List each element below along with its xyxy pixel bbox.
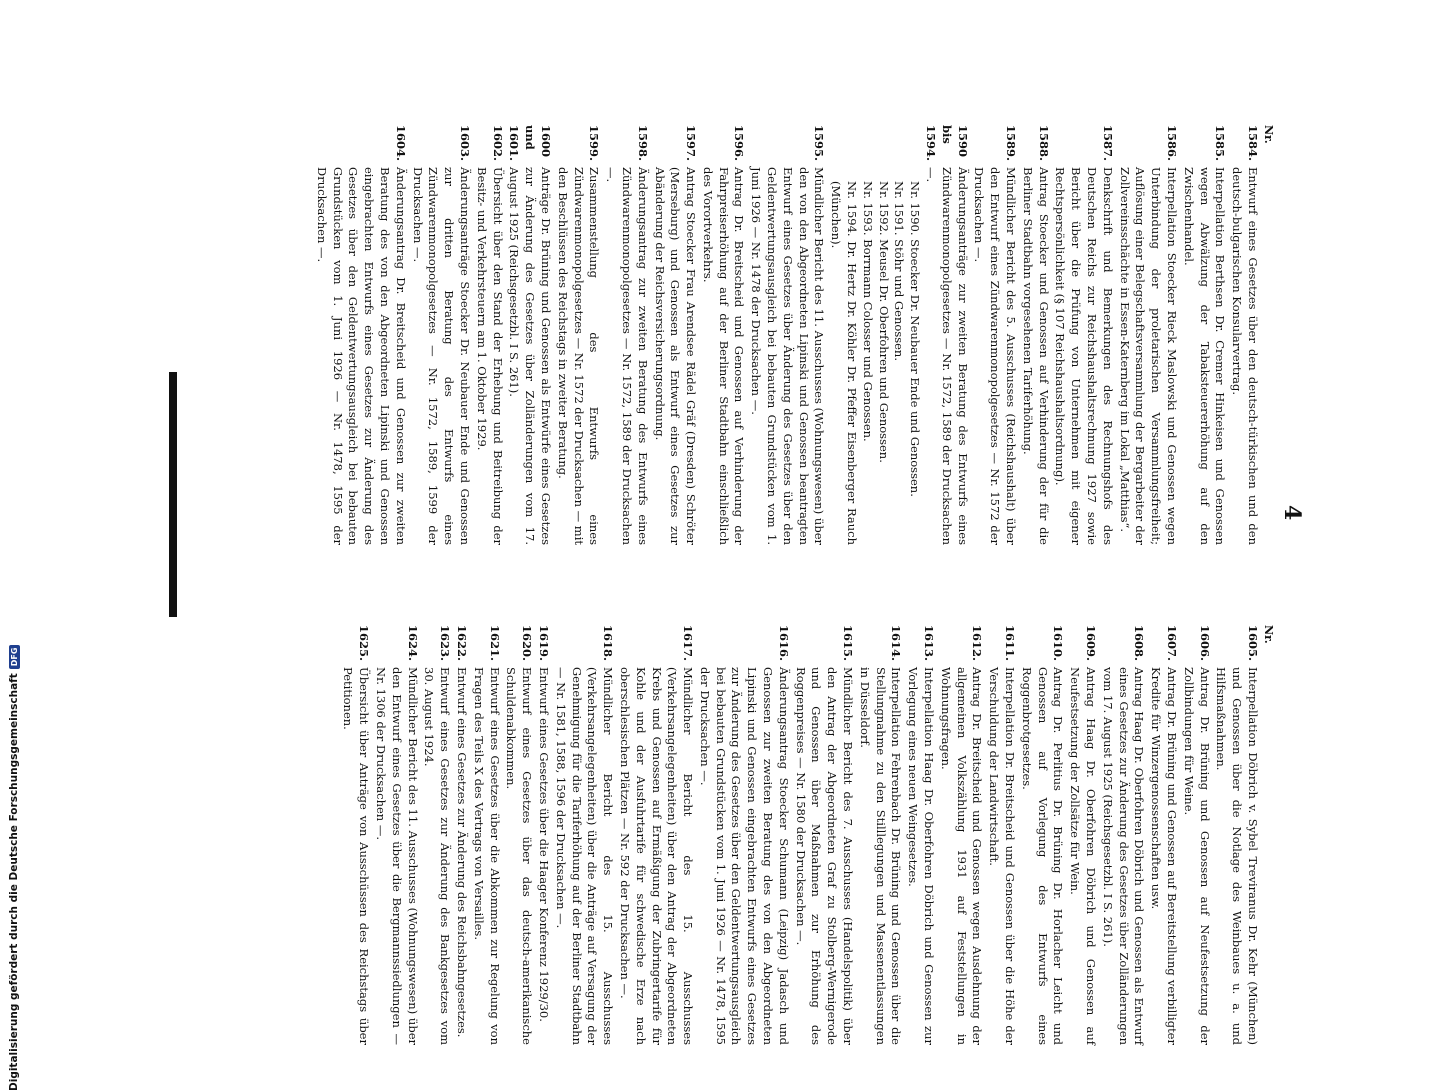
entry-main-text: Antrag Dr. Breitscheid und Genossen wegen Ausdehnung der allgemeinen Volkszählung 1931 auf Feststellungen in Wohnungsfragen. <box>938 667 985 1045</box>
entry-number: 1585. <box>1213 125 1228 162</box>
entry-text <box>792 667 855 1045</box>
list-item <box>696 625 791 1045</box>
entry-main-text: Antrag Haag Dr. Oberfohren Döbrich und Genossen als Entwurf eines Gesetzes zur Änderung des Gesetzes über Zolländerungen vom 17. August 1925 (Reichsgesetzbl. I S. 261). <box>1100 667 1147 1045</box>
list-item <box>1213 625 1260 1045</box>
entry-main-text: Änderungsantrag zur zweiten Beratung des Entwurfs eines Zündwarenmonopolgesetzes — Nr. 1572, 1589 der Drucksachen —. <box>604 167 650 545</box>
entry-text <box>1099 667 1146 1045</box>
entry-number: 1607. <box>1165 625 1180 662</box>
footer-text: Digitalisierung gefördert durch die Deutsche Forschungsgemeinschaft <box>8 673 20 1091</box>
entry-number: 1609. <box>1084 625 1099 662</box>
entry-text <box>409 167 472 545</box>
entry-main-text: Entwurf eines Gesetzes über die Abkommen zur Regelung von Fragen des Teils X des Vertrags von Versailles. <box>471 667 502 1045</box>
entry-main-text: Änderungsantrag Dr. Breitscheid und Genossen zur zweiten Beratung des von den Abgeordneten Lipinski und Genossen eingebrachten Entwurfs eines Gesetzes zur Änderung des Gesetzes über den Geldentwertungsausgleich bei bebauten Grundstücken vom 1. Juni 1926 — Nr. 1478, 1595 der Drucksachen —. <box>314 167 408 545</box>
list-item <box>313 125 408 545</box>
entry-sub-item: Nr. 1593. Borrmann Colosser und Genossen. <box>860 181 875 442</box>
entry-number: 1614. <box>889 625 904 662</box>
entry-number: 1589. <box>1004 125 1019 162</box>
list-item <box>535 625 551 1045</box>
list-item <box>1099 625 1146 1045</box>
entry-text <box>1019 167 1051 545</box>
list-item <box>699 125 746 545</box>
entry-main-text: Entwurf eines Gesetzes über das deutsch-amerikanische Schuldenabkommen. <box>504 667 535 1045</box>
list-item <box>552 625 615 1045</box>
list-item <box>748 125 827 545</box>
entry-text <box>696 667 791 1045</box>
list-item <box>904 625 936 1045</box>
entry-number: 1599. <box>587 125 602 162</box>
entry-number: 1604. <box>393 125 408 162</box>
entry-number: 1603. <box>457 125 472 162</box>
list-item <box>1228 125 1260 545</box>
entry-main-text: Mündlicher Bericht des 7. Ausschusses (Handelspolitik) über den Antrag der Abgeordneten Graf zu Stolberg-Wernigerode und Genossen über Maßnahmen zur Erhöhung des Roggenpreises — Nr. 1580 der Drucksachen —. <box>793 667 856 1045</box>
entry-main-text: Übersicht über den Stand der Erhebung und Beitreibung der Besitz- und Verkehrsteuern am 1. Oktober 1929. <box>474 167 505 545</box>
entry-number: 1620. <box>520 625 535 662</box>
entry-main-text: Antrag Dr. Brüning und Genossen auf Neufestsetzung der Zollbindungen für Weine. <box>1181 667 1212 1045</box>
list-item <box>827 125 969 545</box>
list-item <box>372 625 419 1045</box>
list-item <box>1180 125 1227 545</box>
entry-number: 1623. <box>438 625 453 662</box>
entry-text <box>470 667 502 1045</box>
list-item <box>340 625 372 1045</box>
list-item <box>1066 625 1098 1045</box>
entry-number: 1587. <box>1100 125 1115 162</box>
entry-number: 1625. <box>357 625 372 662</box>
entry-text <box>904 667 936 1045</box>
entry-main-text: Übersicht über Anträge von Ausschüssen des Reichstags über Petitionen. <box>341 667 372 1045</box>
entry-main-text: Antrag Haag Dr. Oberfohren Döbrich und Genossen auf Neufestsetzung der Zollsätze für Wein. <box>1068 667 1099 1045</box>
left-column <box>312 125 1275 545</box>
entry-main-text: Antrag Dr. Brüning und Genossen auf Bereitstellung verbilligter Kredite für Winzergenossenschaften usw. <box>1149 667 1180 1045</box>
entry-main-text: Interpellation Dr. Breitscheid und Genossen über die Höhe der Verschuldung der Landwirtschaft. <box>987 667 1018 1045</box>
entry-main-text: Interpellation Stoecker Rieck Maslowski und Genossen wegen Unterbindung der proletarischen Versammlungsfreiheit; Auflösung einer Belegschaftsversammlung der Bergarbeiter der Zollvereinsschächte in Essen-Katernberg im Lokal „Matthias“. <box>1117 167 1180 545</box>
list-item <box>1116 125 1179 545</box>
entry-text <box>503 667 535 1045</box>
entry-main-text: Entwurf eines Gesetzes über den deutsch-türkischen und den deutsch-bulgarischen Konsularvertrag. <box>1230 167 1260 545</box>
list-item <box>470 625 502 1045</box>
entry-text <box>1018 667 1065 1045</box>
entry-number: 1615. <box>841 625 856 662</box>
entry-main-text: Zusammenstellung des Entwurfs eines Zündwarenmonopolgesetzes — Nr. 1572 der Drucksachen — mit den Beschlüssen des Reichstags in zweiter Beratung. <box>555 167 602 545</box>
entry-number: 1598. <box>635 125 650 162</box>
entry-text <box>372 667 419 1045</box>
entry-main-text: Antrag Stoecker und Genossen auf Verhinderung der für die Berliner Stadtbahn vorgesehenen Tariferhöhung. <box>1020 167 1051 545</box>
entry-sub-item: Nr. 1594. Dr. Hertz Dr. Köhler Dr. Pfeffer Eisenberger Rauch (München). <box>829 181 860 545</box>
entry-number: 1590 bis 1594. <box>924 125 970 162</box>
list-item <box>453 625 469 1045</box>
entry-main-text: Anträge Dr. Brüning und Genossen als Entwürfe eines Gesetzes zur Änderung des Gesetzes über Zolländerungen vom 17. August 1925 (Reichsgesetzbl. I S. 261). <box>507 167 553 545</box>
list-item <box>1180 625 1212 1045</box>
entry-sub-item: Nr. 1591. Stöhr und Genossen. <box>892 181 907 361</box>
entry-text <box>473 167 505 545</box>
page-number: 4 <box>1279 505 1305 521</box>
entry-text <box>1213 667 1260 1045</box>
entry-number: 1595. <box>812 125 827 162</box>
entry-main-text: Mündlicher Bericht des 11. Ausschusses (Wohnungswesen) über den Entwurf eines Gesetzes über die Bergmannssiedlungen — Nr. 1306 der Drucksachen —. <box>373 667 420 1045</box>
entry-number: 1621. <box>487 625 502 662</box>
dfg-logo: DFG <box>9 645 20 670</box>
entry-number: 1617. <box>681 625 696 662</box>
entry-number: 1613. <box>922 625 937 662</box>
entry-text <box>421 667 453 1045</box>
column-nr-header: Nr. <box>1262 625 1275 644</box>
entry-text <box>1180 167 1227 545</box>
right-column <box>339 625 1275 1045</box>
entry-number: 1606. <box>1197 625 1212 662</box>
entry-text <box>340 667 372 1045</box>
entry-number: 1608. <box>1132 625 1147 662</box>
entry-number: 1605. <box>1246 625 1260 662</box>
entry-number: 1612. <box>970 625 985 662</box>
list-item <box>616 625 695 1045</box>
entry-main-text: Interpellation Fehrenbach Dr. Brüning und Genossen über die Stellungnahme zu den Stilllegungen und Massenentlassungen in Düsseldorf. <box>857 667 904 1045</box>
entry-main-text: Interpellation Döbrich v. Sybel Treviranus Dr. Kehr (München) und Genossen über die Notlage des Weinbaues u. a. und Hilfsmaßnahmen. <box>1214 667 1260 1045</box>
entry-text <box>748 167 827 545</box>
entry-main-text: Mündlicher Bericht des 15. Ausschusses (Verkehrsangelegenheiten) über den Antrag der Abgeordneten Krebs und Genossen auf Ermäßigung der Zubringertarife für Kohle und der Ausfuhrtarife für schwedische Erze nach oberschlesischen Plätzen — Nr. 592 der Drucksachen —. <box>617 667 696 1045</box>
entry-number: 1588. <box>1036 125 1051 162</box>
list-item <box>1052 125 1115 545</box>
entry-text <box>602 167 649 545</box>
digitization-footer <box>8 491 20 1091</box>
entry-main-text: Änderungsanträge zur zweiten Beratung des Entwurfs eines Zündwarenmonopolgesetzes — Nr. 1572, 1589 der Drucksachen —. <box>924 167 970 545</box>
entry-text <box>1147 667 1179 1045</box>
entry-main-text: Antrag Stoecker Frau Arendsee Rädel Gräf (Dresden) Schröter (Merseburg) und Genossen als Entwurf eines Gesetzes zur Abänderung der Reichsversicherungsordnung. <box>652 167 699 545</box>
entry-text <box>1228 167 1260 545</box>
entry-number: 1596. <box>732 125 747 162</box>
entry-list-left <box>313 125 1260 545</box>
entry-number: 1622. <box>454 625 469 662</box>
entry-number: 1584. <box>1246 125 1260 162</box>
entry-text <box>699 167 746 545</box>
entry-main-text: Mündlicher Bericht des 5. Ausschusses (Reichshaushalt) über den Entwurf eines Zündwarenmonopolgesetzes — Nr. 1572 der Drucksachen —. <box>972 167 1019 545</box>
entry-text <box>554 167 601 545</box>
list-item <box>506 125 553 545</box>
list-item <box>409 125 472 545</box>
entry-number: 1597. <box>684 125 699 162</box>
entry-text <box>535 667 551 1045</box>
entry-text <box>937 667 984 1045</box>
list-item <box>1019 125 1051 545</box>
entry-number: 1602. <box>490 125 505 162</box>
entry-sub-item: Nr. 1592. Meusel Dr. Oberfohren und Genossen. <box>876 181 891 463</box>
entry-number: 1586. <box>1165 125 1180 162</box>
entry-text <box>985 667 1017 1045</box>
entry-main-text: Denkschrift und Bemerkungen des Rechnungshofs des Deutschen Reichs zur Reichshaushaltsrechnung 1927 sowie Bericht über die Prüfung von Unternehmen mit eigener Rechtspersönlichkeit (§ 107 Reichshaushaltsordnung). <box>1053 167 1115 545</box>
list-item <box>421 625 453 1045</box>
list-item <box>473 125 505 545</box>
entry-text <box>1066 667 1098 1045</box>
entry-number: 1600 und 1601. <box>507 125 553 162</box>
list-item <box>1018 625 1065 1045</box>
list-item <box>985 625 1017 1045</box>
list-item <box>554 125 601 545</box>
list-item <box>971 125 1018 545</box>
entry-list-right <box>340 625 1260 1045</box>
entry-number: 1610. <box>1051 625 1066 662</box>
entry-number: 1619. <box>536 625 551 662</box>
entry-number: 1616. <box>776 625 791 662</box>
entry-text <box>616 667 695 1045</box>
entry-main-text: Antrag Dr. Breitscheid und Genossen auf Verhinderung der Fahrpreiserhöhung auf der Berliner Stadtbahn einschließlich des Vorortverkehrs. <box>700 167 747 545</box>
entry-text <box>971 167 1018 545</box>
entry-text <box>453 667 469 1045</box>
entry-main-text: Änderungsanträge Stoecker Dr. Neubauer Ende und Genossen zur dritten Beratung des Entwurfs eines Zündwarenmonopolgesetzes — Nr. 1572, 1589, 1599 der Drucksachen —. <box>410 167 472 545</box>
list-item <box>792 625 855 1045</box>
list-item <box>937 625 984 1045</box>
list-item <box>503 625 535 1045</box>
entry-text <box>506 167 553 545</box>
entry-text <box>827 167 969 545</box>
entry-main-text: Mündlicher Bericht des 11. Ausschusses (Wohnungswesen) über den von den Abgeordneten Lipinski und Genossen beantragten Entwurf eines Gesetzes über Änderung des Gesetzes über den Geldentwertungsausgleich bei bebauten Grundstücken vom 1. Juni 1926 — Nr. 1478 der Drucksachen —. <box>749 167 827 545</box>
entry-number: 1611. <box>1003 625 1018 662</box>
entry-main-text: Interpellation Haag Dr. Oberfohren Döbrich und Genossen zur Vorlegung eines neuen Weingesetzes. <box>906 667 937 1045</box>
entry-text <box>1180 667 1212 1045</box>
entry-main-text: Entwurf eines Gesetzes zur Änderung des Reichsbahngesetzes. <box>454 667 469 1038</box>
entry-text <box>313 167 408 545</box>
list-item <box>856 625 903 1045</box>
entry-main-text: Antrag Dr. Perlitius Dr. Brüning Dr. Horlacher Leicht und Genossen auf Vorlegung des Entwurfs eines Roggenbrotgesetzes. <box>1019 667 1066 1045</box>
entry-text <box>1116 167 1179 545</box>
entry-number: 1618. <box>601 625 616 662</box>
list-item <box>651 125 698 545</box>
list-item <box>602 125 649 545</box>
entry-sub-item: Nr. 1590. Stoecker Dr. Neubauer Ende und Genossen. <box>908 181 923 497</box>
entry-main-text: Interpellation Berthsen Dr. Cremer Hinkeisen und Genossen wegen Abwälzung der Tabaksteuererhöhung auf den Zwischenhandel. <box>1181 167 1228 545</box>
column-nr-header: Nr. <box>1262 125 1275 144</box>
margin-rule <box>169 372 177 617</box>
entry-main-text: Entwurf eines Gesetzes zur Änderung des Bankgesetzes vom 30. August 1924. <box>422 667 453 1045</box>
document-page <box>245 125 1305 1045</box>
entry-main-text: Änderungsantrag Stoecker Schumann (Leipzig) Jadasch und Genossen zur zweiten Beratung des von den Abgeordneten Lipinski und Genossen eingebrachten Entwurfs eines Gesetzes zur Änderung des Gesetzes über den Geldentwertungsausgleich bei bebauten Grundstücken vom 1. Juni 1926 — Nr. 1478, 1595 der Drucksachen —. <box>697 667 791 1045</box>
list-item <box>1147 625 1179 1045</box>
entry-text <box>552 667 615 1045</box>
entry-text <box>856 667 903 1045</box>
entry-number: 1624. <box>405 625 420 662</box>
entry-main-text: Entwurf eines Gesetzes über die Haager Konferenz 1929/30. <box>536 667 551 1022</box>
entry-text <box>651 167 698 545</box>
entry-main-text: Mündlicher Bericht des 15. Ausschusses (Verkehrsangelegenheiten) über die Anträge auf Versagung der Genehmigung für die Tariferhöhung auf der Berliner Stadtbahn — Nr. 1581, 1588, 1596 der Drucksachen —. <box>553 667 616 1045</box>
entry-text <box>1052 167 1115 545</box>
